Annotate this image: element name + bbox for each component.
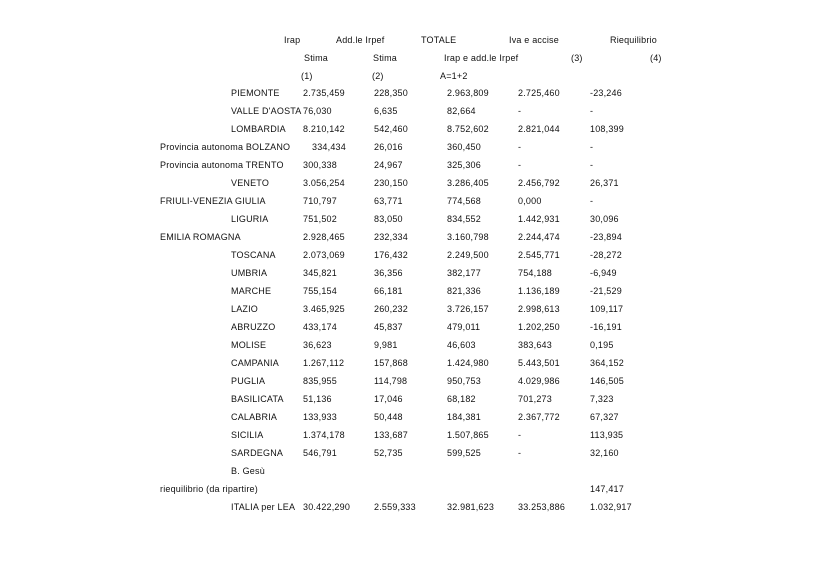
- row-label: UMBRIA: [231, 268, 268, 278]
- cell-c2: 17,046: [374, 394, 403, 404]
- cell-c4: 2.998,613: [518, 304, 560, 314]
- cell-c4: 4.029,986: [518, 376, 560, 386]
- cell-c1: 751,502: [303, 214, 337, 224]
- cell-c3: 3.160,798: [447, 232, 489, 242]
- cell-c1: 1.374,178: [303, 430, 345, 440]
- cell-c2: 26,016: [374, 142, 403, 152]
- header-totale: TOTALE: [421, 35, 457, 45]
- row-label: TOSCANA: [231, 250, 276, 260]
- row-label: LAZIO: [231, 304, 259, 314]
- cell-c3: 774,568: [447, 196, 481, 206]
- cell-c5: 7,323: [590, 394, 614, 404]
- header-irap: Irap: [284, 35, 301, 45]
- cell-c1: 2.928,465: [303, 232, 345, 242]
- cell-c3: 82,664: [447, 106, 476, 116]
- header-formula: A=1+2: [440, 71, 468, 81]
- cell-c5: -6,949: [590, 268, 617, 278]
- row-label: BASILICATA: [231, 394, 284, 404]
- cell-c4: 754,188: [518, 268, 552, 278]
- cell-c4: -: [518, 106, 522, 116]
- cell-c2: 232,334: [374, 232, 408, 242]
- cell-c3: 46,603: [447, 340, 476, 350]
- cell-c1: 334,434: [312, 142, 346, 152]
- cell-c3: 360,450: [447, 142, 481, 152]
- cell-c5: 32,160: [590, 448, 619, 458]
- cell-c2: 260,232: [374, 304, 408, 314]
- cell-c1: 1.267,112: [303, 358, 345, 368]
- row-label: ABRUZZO: [231, 322, 276, 332]
- header-addle-irpef: Add.le Irpef: [336, 35, 385, 45]
- header-iva-accise: Iva e accise: [509, 35, 559, 45]
- header-stima-2: Stima: [373, 53, 398, 63]
- cell-c2: 2.559,333: [374, 502, 416, 512]
- cell-c3: 3.286,405: [447, 178, 489, 188]
- cell-c2: 176,432: [374, 250, 408, 260]
- cell-c3: 2.249,500: [447, 250, 489, 260]
- cell-c4: 1.202,250: [518, 322, 560, 332]
- cell-c1: 36,623: [303, 340, 332, 350]
- cell-c5: 26,371: [590, 178, 619, 188]
- cell-c5: -23,246: [590, 88, 622, 98]
- cell-c1: 8.210,142: [303, 124, 345, 134]
- cell-c2: 24,967: [374, 160, 403, 170]
- cell-c2: 63,771: [374, 196, 403, 206]
- cell-c1: 755,154: [303, 286, 337, 296]
- cell-c4: -: [518, 160, 522, 170]
- cell-c3: 382,177: [447, 268, 481, 278]
- row-label: CAMPANIA: [231, 358, 279, 368]
- row-label: riequilibrio (da ripartire): [160, 484, 258, 494]
- cell-c3: 599,525: [447, 448, 481, 458]
- cell-c5: 108,399: [590, 124, 624, 134]
- cell-c5: -: [590, 106, 594, 116]
- row-label: PUGLIA: [231, 376, 266, 386]
- cell-c3: 1.424,980: [447, 358, 489, 368]
- row-label: MARCHE: [231, 286, 272, 296]
- cell-c2: 36,356: [374, 268, 403, 278]
- cell-c1: 51,136: [303, 394, 332, 404]
- cell-c4: -: [518, 448, 522, 458]
- cell-c1: 3.465,925: [303, 304, 345, 314]
- cell-c2: 133,687: [374, 430, 408, 440]
- cell-c4: -: [518, 142, 522, 152]
- header-col2: (2): [372, 71, 384, 81]
- row-label: VENETO: [231, 178, 270, 188]
- header-col1: (1): [301, 71, 313, 81]
- cell-c1: 835,955: [303, 376, 337, 386]
- cell-c1: 433,174: [303, 322, 337, 332]
- cell-c3: 184,381: [447, 412, 481, 422]
- cell-c4: 1.442,931: [518, 214, 560, 224]
- cell-c2: 83,050: [374, 214, 403, 224]
- cell-c5: -28,272: [590, 250, 622, 260]
- cell-c1: 133,933: [303, 412, 337, 422]
- cell-c4: 33.253,886: [518, 502, 566, 512]
- cell-c5: -21,529: [590, 286, 622, 296]
- cell-c4: 1.136,189: [518, 286, 560, 296]
- cell-c3: 479,011: [447, 322, 481, 332]
- cell-c5: 147,417: [590, 484, 624, 494]
- header-col4: (4): [650, 53, 662, 63]
- cell-c2: 52,735: [374, 448, 403, 458]
- row-label: LOMBARDIA: [231, 124, 286, 134]
- row-label: PIEMONTE: [231, 88, 280, 98]
- cell-c1: 300,338: [303, 160, 337, 170]
- cell-c3: 68,182: [447, 394, 476, 404]
- cell-c2: 228,350: [374, 88, 408, 98]
- cell-c2: 50,448: [374, 412, 403, 422]
- cell-c4: 2.725,460: [518, 88, 560, 98]
- cell-c1: 2.073,069: [303, 250, 345, 260]
- cell-c4: 383,643: [518, 340, 552, 350]
- cell-c5: -: [590, 160, 594, 170]
- cell-c5: 0,195: [590, 340, 614, 350]
- row-label: LIGURIA: [231, 214, 269, 224]
- cell-c1: 546,791: [303, 448, 337, 458]
- cell-c5: -: [590, 142, 594, 152]
- row-label: ITALIA per LEA: [231, 502, 296, 512]
- cell-c2: 66,181: [374, 286, 403, 296]
- cell-c5: 30,096: [590, 214, 619, 224]
- cell-c1: 2.735,459: [303, 88, 345, 98]
- cell-c5: 364,152: [590, 358, 624, 368]
- cell-c1: 710,797: [303, 196, 337, 206]
- cell-c1: 76,030: [303, 106, 332, 116]
- cell-c4: 5.443,501: [518, 358, 560, 368]
- cell-c5: 67,327: [590, 412, 619, 422]
- cell-c5: 109,117: [590, 304, 624, 314]
- row-label: VALLE D'AOSTA: [231, 106, 302, 116]
- cell-c2: 114,798: [374, 376, 408, 386]
- cell-c1: 345,821: [303, 268, 337, 278]
- cell-c5: -16,191: [590, 322, 622, 332]
- cell-c2: 45,837: [374, 322, 403, 332]
- row-label: SARDEGNA: [231, 448, 284, 458]
- row-label: FRIULI-VENEZIA GIULIA: [160, 196, 266, 206]
- cell-c2: 542,460: [374, 124, 408, 134]
- header-col3: (3): [571, 53, 583, 63]
- row-label: B. Gesù: [231, 466, 265, 476]
- cell-c3: 8.752,602: [447, 124, 489, 134]
- cell-c3: 950,753: [447, 376, 481, 386]
- cell-c3: 1.507,865: [447, 430, 489, 440]
- cell-c4: 2.545,771: [518, 250, 560, 260]
- cell-c2: 230,150: [374, 178, 408, 188]
- cell-c1: 3.056,254: [303, 178, 345, 188]
- cell-c4: 2.244,474: [518, 232, 560, 242]
- header-irap-addle: Irap e add.le Irpef: [444, 53, 519, 63]
- cell-c1: 30.422,290: [303, 502, 351, 512]
- header-riequilibrio: Riequilibrio: [610, 35, 657, 45]
- row-label: Provincia autonoma BOLZANO: [160, 142, 291, 152]
- row-label: EMILIA ROMAGNA: [160, 232, 241, 242]
- cell-c2: 6,635: [374, 106, 398, 116]
- cell-c3: 3.726,157: [447, 304, 489, 314]
- row-label: SICILIA: [231, 430, 264, 440]
- cell-c2: 157,868: [374, 358, 408, 368]
- row-label: MOLISE: [231, 340, 267, 350]
- cell-c4: 0,000: [518, 196, 542, 206]
- row-label: Provincia autonoma TRENTO: [160, 160, 284, 170]
- cell-c5: 1.032,917: [590, 502, 632, 512]
- cell-c4: 2.821,044: [518, 124, 560, 134]
- cell-c5: -23,894: [590, 232, 622, 242]
- cell-c3: 821,336: [447, 286, 481, 296]
- header-stima-1: Stima: [304, 53, 329, 63]
- cell-c4: 701,273: [518, 394, 552, 404]
- cell-c3: 2.963,809: [447, 88, 489, 98]
- cell-c4: -: [518, 430, 522, 440]
- cell-c5: 113,935: [590, 430, 624, 440]
- row-label: CALABRIA: [231, 412, 278, 422]
- cell-c2: 9,981: [374, 340, 398, 350]
- cell-c3: 32.981,623: [447, 502, 495, 512]
- cell-c3: 325,306: [447, 160, 481, 170]
- cell-c5: -: [590, 196, 594, 206]
- cell-c4: 2.456,792: [518, 178, 560, 188]
- cell-c5: 146,505: [590, 376, 624, 386]
- cell-c4: 2.367,772: [518, 412, 560, 422]
- cell-c3: 834,552: [447, 214, 481, 224]
